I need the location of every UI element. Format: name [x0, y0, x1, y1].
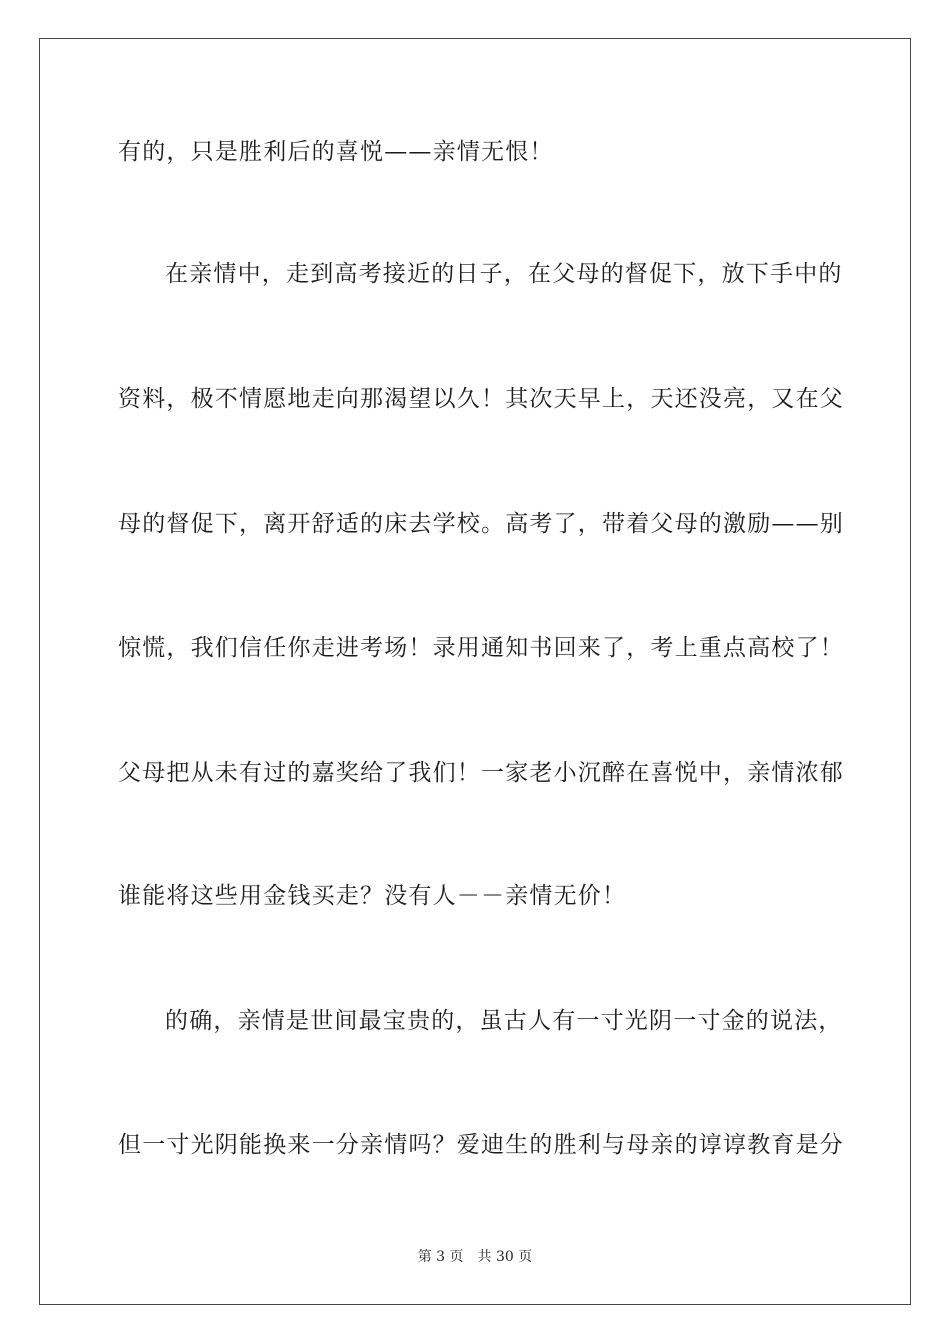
body-line-4: 母的督促下，离开舒适的床去学校。高考了，带着父母的激励——别	[118, 511, 844, 537]
body-line-2: 在亲情中，走到高考接近的日子，在父母的督促下，放下手中的	[165, 261, 843, 287]
body-line-1: 有的，只是胜利后的喜悦——亲情无恨！	[118, 139, 554, 165]
body-line-7: 谁能将这些用金钱买走？没有人－－亲情无价！	[118, 883, 627, 909]
page-number-total: 共 30 页	[477, 1249, 533, 1265]
page-number-current: 第 3 页	[417, 1249, 464, 1265]
body-line-8: 的确，亲情是世间最宝贵的，虽古人有一寸光阴一寸金的说法，	[165, 1008, 843, 1034]
body-line-6: 父母把从未有过的嘉奖给了我们！一家老小沉醉在喜悦中，亲情浓郁	[118, 760, 844, 786]
body-line-3: 资料，极不情愿地走向那渴望以久！其次天早上，天还没亮，又在父	[118, 386, 844, 412]
page-footer	[0, 1248, 950, 1266]
body-line-9: 但一寸光阴能换来一分亲情吗？爱迪生的胜利与母亲的谆谆教育是分	[118, 1132, 844, 1158]
body-line-5: 惊慌，我们信任你走进考场！录用通知书回来了，考上重点高校了！	[118, 635, 844, 661]
page-border	[39, 38, 911, 1305]
